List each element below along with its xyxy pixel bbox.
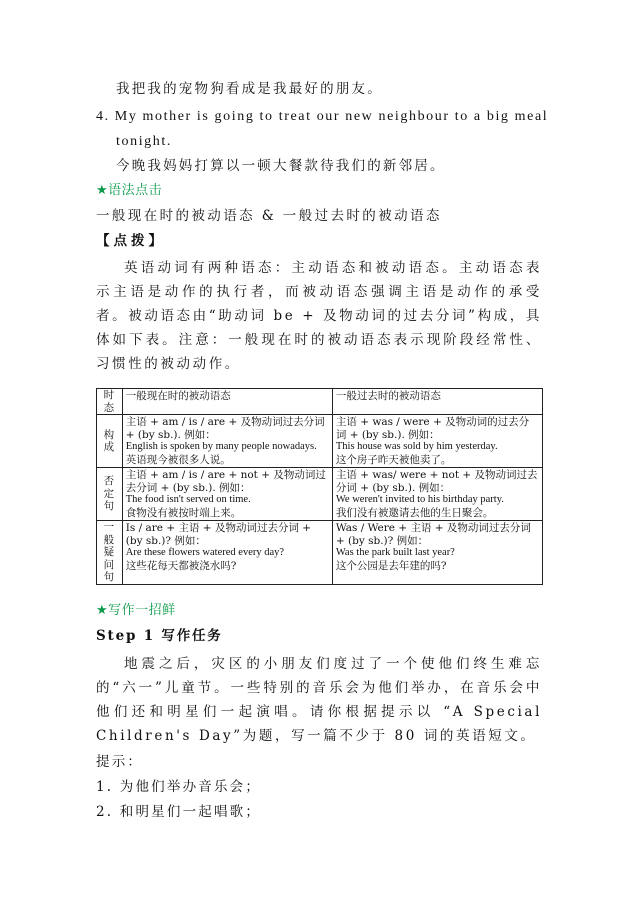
cell-text: Are these flowers watered every day? [125,547,285,558]
writing-task-paragraph: 地震之后，灾区的小朋友们度过了一个使他们终生难忘的“六一”儿童节。一些特别的音乐会为他们举办，在音乐会中他们还和明星们一起演唱。请你根据提示以 “A Special Children's Day”为题，写一篇不少于 80 词的英语短文。 [96,656,542,744]
table-cell [332,468,542,521]
cell-text: 主语 + was / were + 及物动词的过去分词 + (by sb.). 例如： [335,416,530,441]
cell-text: 主语 + was/ were + not + 及物动词过去分词 + (by sb.). 例如： [335,469,538,494]
table-header-row [97,389,543,415]
table-row [97,415,543,468]
sentence-4: 4. My mother is going to treat our new neighbour to a big meal [96,109,549,124]
table-cell [122,468,332,521]
row-label: 一般疑问句 [97,521,123,585]
translation-line-4: 今晚我妈妈打算以一顿大餐款待我们的新邻居。 [116,158,446,174]
cell-text: 食物没有被按时端上来。 [125,506,242,519]
cell-text: We weren't invited to his birthday party. [335,494,504,505]
cell-text: 这些花每天都被浇水吗? [125,559,237,572]
cell-text: 主语 + am / is / are + 及物动词过去分词 + (by sb.). 例如： [125,416,325,441]
cell-text: 我们没有被邀请去他的生日聚会。 [335,506,494,519]
sentence-4-continued: tonight. [116,134,172,149]
cell-text: Was the park built last year? [335,547,455,558]
cell-text: 这个房子昨天被他卖了。 [335,453,452,466]
hint-label: 提示： [96,754,144,770]
grammar-title: 一般现在时的被动语态 & 一般过去时的被动语态 [96,208,442,224]
table-cell [332,521,542,585]
hint-item-2: 2. 和明星们一起唱歌； [96,804,262,820]
table-row [97,521,543,585]
cell-text: The food isn't served on time. [125,494,251,505]
tip-heading: 【点拨】 [96,233,166,249]
passive-voice-table [96,388,543,585]
cell-text: 这个公园是去年建的吗? [335,559,447,572]
table-header-cell: 一般过去时的被动语态 [332,389,542,415]
table-row [97,468,543,521]
table-cell [122,521,332,585]
row-label: 构成 [97,415,123,468]
tip-paragraph: 英语动词有两种语态：主动语态和被动语态。主动语态表示主语是动作的执行者，而被动语态强调主语是动作的承受者。被动语态由“助动词 be + 及物动词的过去分词”构成，具体如下表。注意：一般现在时的被动语态表示现阶段经常性、习惯性的被动动作。 [96,260,542,372]
row-label: 否定句 [97,468,123,521]
grammar-section-heading: ★语法点击 [96,183,163,198]
hint-item-1: 1. 为他们举办音乐会； [96,779,262,795]
cell-text: 英语现今被很多人说。 [125,453,231,466]
cell-text: Was / Were + 主语 + 及物动词过去分词 + (by sb.)? 例如： [335,522,531,547]
table-cell [122,415,332,468]
cell-text: Is / are + 主语 + 及物动词过去分词 + (by sb.)? 例如： [125,522,312,547]
table-cell [332,415,542,468]
table-header-cell: 一般现在时的被动语态 [122,389,332,415]
step-1-heading: Step 1 写作任务 [96,628,223,644]
cell-text: English is spoken by many people nowadays. [125,441,317,452]
writing-section-heading: ★写作一招鲜 [96,603,176,618]
translation-line-3: 我把我的宠物狗看成是我最好的朋友。 [116,81,383,97]
table-header-cell: 时态 [97,389,123,415]
cell-text: This house was sold by him yesterday. [335,441,498,452]
cell-text: 主语 + am / is / are + not + 及物动词过去分词 + (by sb.). 例如： [125,469,326,494]
